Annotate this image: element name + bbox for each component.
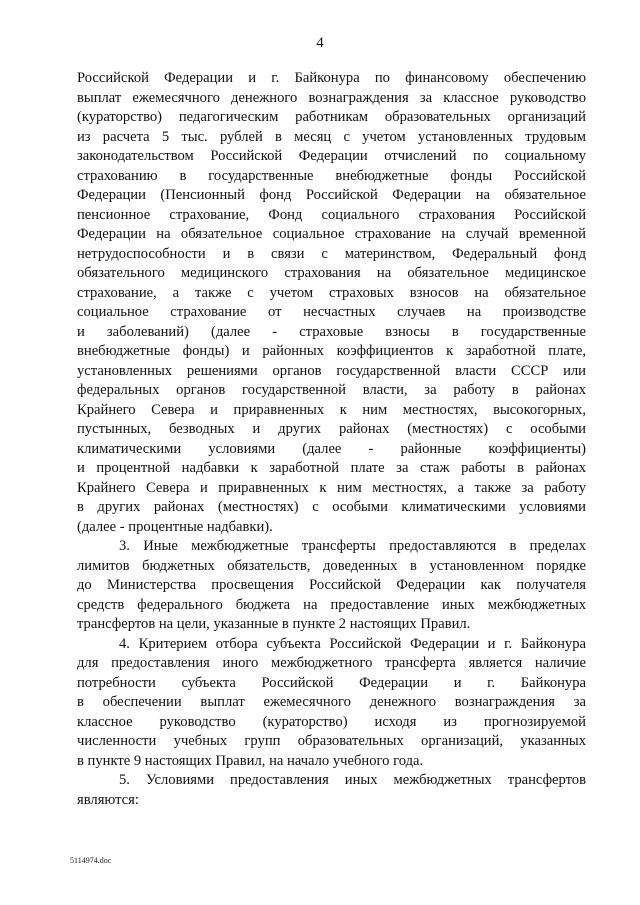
text-line: пустынных, безводных и других районах (местностях) с особыми	[77, 421, 586, 437]
text-line: лимитов бюджетных обязательств, доведенных в установленном порядке	[77, 557, 586, 574]
text-line: Федерации на обязательное социальное страхование на случай временной	[77, 226, 586, 242]
text-line: Крайнего Севера и приравненных к ним местностях, а также за работу	[77, 479, 586, 496]
text-line: и заболеваний) (далее - страховые взносы в государственные	[77, 323, 586, 340]
text-line: из расчета 5 тыс. рублей в месяц с учетом установленных трудовым	[77, 128, 586, 145]
text-line: внебюджетные фонды) и районных коэффициентов к заработной плате,	[77, 343, 586, 359]
text-line: федеральных органов государственной власти, за работу в районах	[77, 382, 586, 398]
text-line: трансфертов на цели, указанные в пункте 2 настоящих Правил.	[77, 616, 471, 632]
text-line: установленных решениями органов государственной власти СССР или	[77, 362, 586, 379]
text-line: средств федерального бюджета на предоставление иных межбюджетных	[77, 596, 586, 613]
text-line: законодательством Российской Федерации отчислений по социальному	[77, 148, 586, 164]
text-line: нетрудоспособности и в связи с материнством, Федеральный фонд	[77, 245, 586, 262]
text-line: в других районах (местностях) с особыми климатическими условиями	[77, 499, 586, 515]
text-line: (кураторство) педагогическим работникам образовательных организаций	[77, 109, 586, 125]
text-line: страхование, а также с учетом страховых взносов на обязательное	[77, 284, 586, 301]
text-line: классное руководство (кураторство) исходя из прогнозируемой	[77, 713, 586, 730]
document-body	[77, 69, 586, 810]
text-line: (далее - процентные надбавки).	[77, 518, 273, 535]
text-line: численности учебных групп образовательных организаций, указанных	[77, 733, 586, 749]
paragraph-first-line: 5. Условиями предоставления иных межбюджетных трансфертов	[119, 772, 586, 788]
text-line: до Министерства просвещения Российской Федерации как получателя	[77, 577, 586, 593]
text-line: Крайнего Севера и приравненных к ним местностях, высокогорных,	[77, 401, 586, 418]
text-line: обязательного медицинского страхования на обязательное медицинское	[77, 265, 586, 281]
text-line: в пункте 9 настоящих Правил, на начало учебного года.	[77, 752, 424, 769]
text-line: в обеспечении выплат ежемесячного денежного вознаграждения за	[77, 694, 586, 710]
paragraph-first-line: 4. Критерием отбора субъекта Российской Федерации и г. Байконура	[119, 635, 586, 652]
text-line: Российской Федерации и г. Байконура по финансовому обеспечению	[77, 70, 586, 86]
text-line: являются:	[77, 791, 139, 808]
text-line: страхованию в государственные внебюджетные фонды Российской	[77, 167, 586, 184]
footer-filename: 5114974.doc	[70, 856, 112, 865]
page-number: 4	[316, 35, 324, 51]
text-line: и процентной надбавки к заработной плате за стаж работы в районах	[77, 460, 586, 476]
text-line: для предоставления иного межбюджетного трансферта является наличие	[77, 655, 586, 671]
text-line: потребности субъекта Российской Федерации и г. Байконура	[77, 674, 586, 691]
text-line: Федерации (Пенсионный фонд Российской Федерации на обязательное	[77, 187, 586, 203]
text-line: социальное страхование от несчастных случаев на производстве	[77, 304, 586, 320]
text-line: пенсионное страхование, Фонд социального страхования Российской	[77, 206, 586, 223]
text-line: климатическими условиями (далее - районные коэффициенты)	[77, 440, 586, 457]
text-line: выплат ежемесячного денежного вознаграждения за классное руководство	[77, 89, 586, 106]
paragraph-first-line: 3. Иные межбюджетные трансферты предоставляются в пределах	[119, 538, 586, 554]
